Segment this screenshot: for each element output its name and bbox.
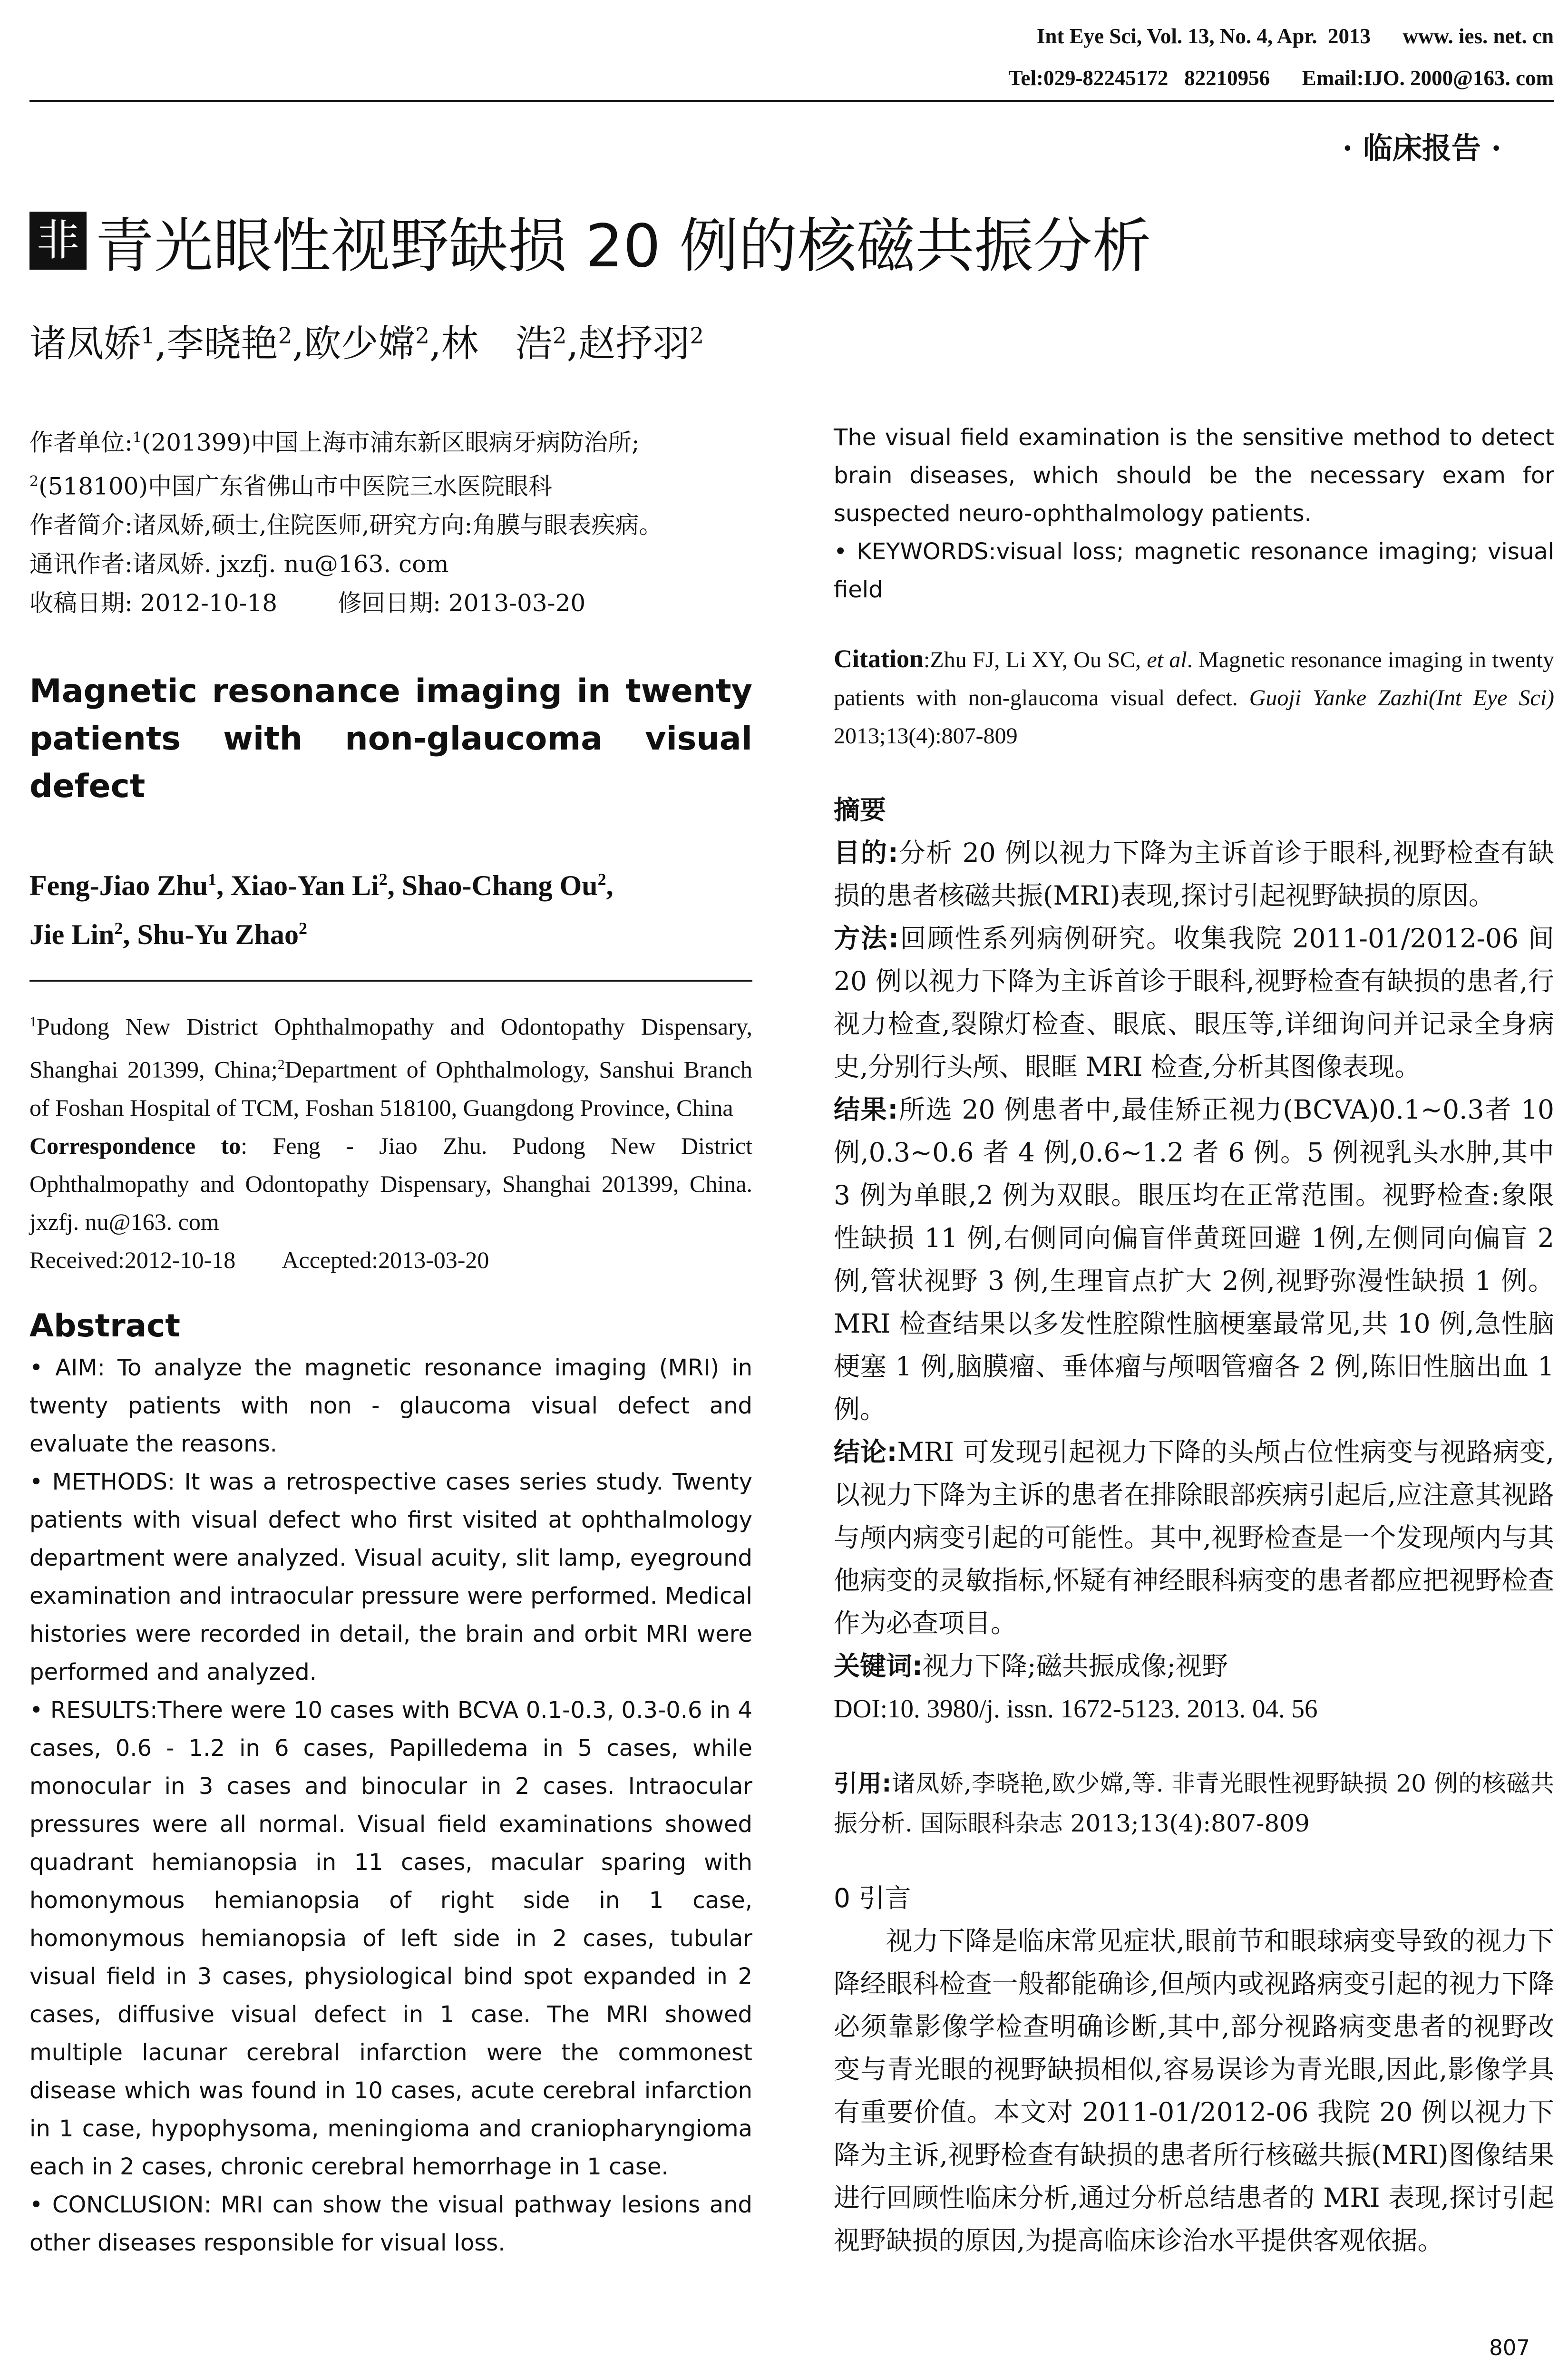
jielun-text: MRI 可发现引起视力下降的头颅占位性病变与视路病变,以视力下降为主诉的患者在排除眼部疾病引起后,应注意其视路与颅内病变引起的可能性。其中,视野检查是一个发现颅内与其他病变的灵敏指标,怀疑有神经眼科病变的患者都应把视野检查作为必查项目。 bbox=[834, 1437, 1554, 1638]
left-column bbox=[29, 419, 752, 2262]
abstract-body bbox=[29, 1349, 752, 2262]
intro-heading: 0 引言 bbox=[834, 1883, 911, 1913]
citation-authors: :Zhu FJ, Li XY, Ou SC, bbox=[924, 647, 1141, 672]
unit-sup: 1 bbox=[132, 429, 142, 446]
unit-label: 作者单位: bbox=[29, 429, 133, 457]
author-name: Xiao-Yan Li bbox=[231, 870, 379, 902]
header-rule bbox=[29, 100, 1554, 102]
unit-sup: 2 bbox=[29, 473, 39, 490]
abstract-continued bbox=[834, 419, 1554, 609]
jieguo-label: 结果: bbox=[834, 1094, 898, 1125]
intro-text: 视力下降是临床常见症状,眼前节和眼球病变导致的视力下降经眼科检查一般都能确诊,但颅内或视路病变引起的视力下降必须靠影像学检查明确诊断,其中,部分视路病变患者的视野改变与青光眼的视野缺损相似,容易误诊为青光眼,因此,影像学具有重要价值。本文对 2011-01/2012-06 我院 20 例以视力下降为主诉,视野检查有缺损的患者所行核磁共振(MRI)图像结果进行回顾性临床分析,通过分析总结患者的 MRI 表现,探讨引起视野缺损的原因,为提高临床诊治水平提供客观依据。 bbox=[834, 1926, 1554, 2256]
section-label: · 临床报告 · bbox=[1342, 131, 1501, 166]
title-box-glyph: 非 bbox=[29, 212, 87, 270]
author-sup: 2 bbox=[597, 870, 606, 889]
citation-label: Citation bbox=[834, 644, 924, 673]
author-info bbox=[29, 419, 752, 623]
unit-2-text: (518100)中国广东省佛山市中医院三水医院眼科 bbox=[39, 472, 552, 500]
yinyong-label: 引用: bbox=[834, 1770, 892, 1797]
author-name: Shao-Chang Ou bbox=[401, 870, 598, 902]
author-sup: 2 bbox=[299, 919, 308, 938]
page-number: 807 bbox=[1489, 2335, 1530, 2360]
abstract-cn bbox=[834, 789, 1554, 1730]
unit-1-text: (201399)中国上海市浦东新区眼病牙病防治所; bbox=[141, 429, 640, 457]
english-title-line1: Magnetic resonance imaging in twenty bbox=[29, 672, 752, 711]
zhaiyao-heading: 摘要 bbox=[834, 795, 886, 825]
journal-header-line1: Int Eye Sci, Vol. 13, No. 4, Apr. 2013 www. ies. net. cn bbox=[1036, 24, 1554, 48]
abstract-conclusion-cont: The visual field examination is the sensitive method to detect brain diseases, which should be the necessary exam for suspected neuro-ophthalmology patients. bbox=[834, 424, 1554, 527]
keywords-en: • KEYWORDS:visual loss; magnetic resonance imaging; visual field bbox=[834, 538, 1554, 603]
citation-etal: et al bbox=[1147, 647, 1187, 672]
keywords-cn-text: 视力下降;磁共振成像;视野 bbox=[923, 1651, 1228, 1681]
affiliations bbox=[29, 1003, 752, 1278]
page-title: 青光眼性视野缺损 20 例的核磁共振分析 bbox=[95, 212, 1151, 281]
aff-sup: 2 bbox=[277, 1056, 285, 1072]
aff-1: Pudong New District Ophthalmopathy and Odontopathy Dispensary, Shanghai 201399, China; bbox=[29, 1013, 752, 1083]
author-sup: 2 bbox=[690, 323, 704, 349]
author-sup: 1 bbox=[141, 323, 155, 349]
dates-cn: 收稿日期: 2012-10-18 修回日期: 2013-03-20 bbox=[29, 589, 586, 617]
mudi-label: 目的: bbox=[834, 838, 898, 868]
mudi-text: 分析 20 例以视力下降为主诉首诊于眼科,视野检查有缺损的患者核磁共振(MRI)表现,探讨引起视野缺损的原因。 bbox=[834, 838, 1555, 911]
yinyong-text: 诸凤娇,李晓艳,欧少嫦,等. 非青光眼性视野缺损 20 例的核磁共振分析. 国际眼科杂志 2013;13(4):807-809 bbox=[834, 1770, 1554, 1837]
author-name: 诸凤娇 bbox=[29, 322, 141, 365]
english-title-line2: patients with non-glaucoma visual defect bbox=[29, 720, 752, 806]
author-sup: 2 bbox=[278, 323, 292, 349]
correspondence-label: Correspondence to bbox=[29, 1132, 241, 1159]
author-sup: 2 bbox=[114, 919, 123, 938]
author-name: 李晓艳 bbox=[166, 322, 278, 365]
fangfa-text: 回顾性系列病例研究。收集我院 2011-01/2012-06 间 20 例以视力下降为主诉首诊于眼科,视野检查有缺损的患者,行视力检查,裂隙灯检查、眼底、眼压等,详细询问并记录全身病史,分别行头颅、眼眶 MRI 检查,分析其图像表现。 bbox=[834, 923, 1555, 1082]
corresponding-author: 通讯作者:诸凤娇. jxzfj. nu@163. com bbox=[29, 550, 449, 578]
author-name: 欧少嫦 bbox=[304, 322, 416, 365]
abstract-methods: • METHODS: It was a retrospective cases series study. Twenty patients with visual defect who first visited at ophthalmology department were analyzed. Visual acuity, slit lamp, eyeground examination and intraocular pressure were performed. Medical histories were recorded in detail, the brain and orbit MRI were performed and analyzed. bbox=[29, 1468, 752, 1685]
correspondence-text: : Feng - Jiao Zhu. Pudong New District Ophthalmopathy and Odontopathy Dispensary, Shanghai 201399, China. jxzfj. nu@163. com bbox=[29, 1132, 752, 1235]
journal-header-line2: Tel:029-82245172 82210956 Email:IJO. 2000@163. com bbox=[1008, 66, 1554, 90]
english-title bbox=[29, 668, 752, 810]
citation-en bbox=[834, 640, 1554, 755]
citation-cn bbox=[834, 1763, 1554, 1843]
jielun-label: 结论: bbox=[834, 1437, 897, 1467]
abstract-results: • RESULTS:There were 10 cases with BCVA 0.1-0.3, 0.3-0.6 in 4 cases, 0.6 - 1.2 in 6 cases, Papilledema in 5 cases, while monocular in 3 cases and binocular in 2 cases. Intraocular pressures were all normal. Visual field examinations showed quadrant hemianopsia in 11 cases, macular sparing with homonymous hemianopsia of right side in 1 case, homonymous hemianopsia of left side in 2 cases, tubular visual field in 3 cases, physiological bind spot expanded in 2 cases, diffusive visual defect in 1 case. The MRI showed multiple lacunar cerebral infarction were the commonest disease which was found in 10 cases, acute cerebral infarction in 1 case, hypophysoma, meningioma and craniopharyngioma each in 2 cases, chronic cerebral hemorrhage in 1 case. bbox=[29, 1696, 752, 2180]
aff-2: Department of Ophthalmology, Sanshui Branch of Foshan Hospital of TCM, Foshan 518100, Guangdong Province, China bbox=[29, 1056, 752, 1121]
author-intro: 作者简介:诸凤娇,硕士,住院医师,研究方向:角膜与眼表疾病。 bbox=[29, 511, 663, 539]
citation-journal: Guoji Yanke Zazhi(Int Eye Sci) bbox=[1249, 685, 1555, 711]
doi: DOI:10. 3980/j. issn. 1672-5123. 2013. 04. 56 bbox=[834, 1694, 1318, 1723]
authors-english: Feng-Jiao Zhu$^1$, Xiao-Yan Li$^2$, Shao-Chang Ou$^2$, Jie Lin$^2$, Shu-Yu Zhao$^2$ bbox=[29, 870, 614, 951]
abstract-aim: • AIM: To analyze the magnetic resonance imaging (MRI) in twenty patients with non - glaucoma visual defect and evaluate the reasons. bbox=[29, 1354, 752, 1457]
abstract-heading: Abstract bbox=[29, 1307, 180, 1344]
author-name: Shu-Yu Zhao bbox=[137, 919, 299, 951]
right-column bbox=[834, 419, 1554, 2262]
author-name: Jie Lin bbox=[29, 919, 115, 951]
author-name: 林 浩 bbox=[441, 322, 553, 365]
author-sup: 2 bbox=[379, 870, 388, 889]
author-name: Feng-Jiao Zhu bbox=[29, 870, 208, 902]
abstract-conclusion: • CONCLUSION: MRI can show the visual pathway lesions and other diseases responsible for visual loss. bbox=[29, 2191, 752, 2256]
author-sup: 1 bbox=[208, 870, 217, 889]
introduction bbox=[834, 1877, 1554, 2262]
keywords-cn-label: 关键词: bbox=[834, 1651, 923, 1681]
author-name: 赵抒羽 bbox=[578, 322, 690, 365]
author-sup: 2 bbox=[415, 323, 429, 349]
fangfa-label: 方法: bbox=[834, 923, 899, 954]
citation-title: . Magnetic resonance imaging in twenty patients with non-glaucoma visual defect. bbox=[834, 647, 1555, 711]
received-accepted: Received:2012-10-18 Accepted:2013-03-20 bbox=[29, 1246, 489, 1273]
aff-sup: 1 bbox=[29, 1014, 37, 1030]
authors-chinese: 诸凤娇$^1$,李晓艳$^2$,欧少嫦$^2$,林 浩$^2$,赵抒羽$^2$ bbox=[29, 322, 704, 365]
citation-volume: 2013;13(4):807-809 bbox=[834, 723, 1018, 749]
author-sup: 2 bbox=[552, 323, 567, 349]
jieguo-text: 所选 20 例患者中,最佳矫正视力(BCVA)0.1~0.3者 10 例,0.3~0.6 者 4 例,0.6~1.2 者 6 例。5 例视乳头水肿,其中 3 例为单眼,2 例为双眼。眼压均在正常范围。视野检查:象限性缺损 11 例,右侧同向偏盲伴黄斑回避 1例,左侧同向偏盲 2 例,管状视野 3 例,生理盲点扩大 2例,视野弥漫性缺损 1 例。MRI 检查结果以多发性腔隙性脑梗塞最常见,共 10 例,急性脑梗塞 1 例,脑膜瘤、垂体瘤与颅咽管瘤各 2 例,陈旧性脑出血 1 例。 bbox=[834, 1094, 1554, 1424]
